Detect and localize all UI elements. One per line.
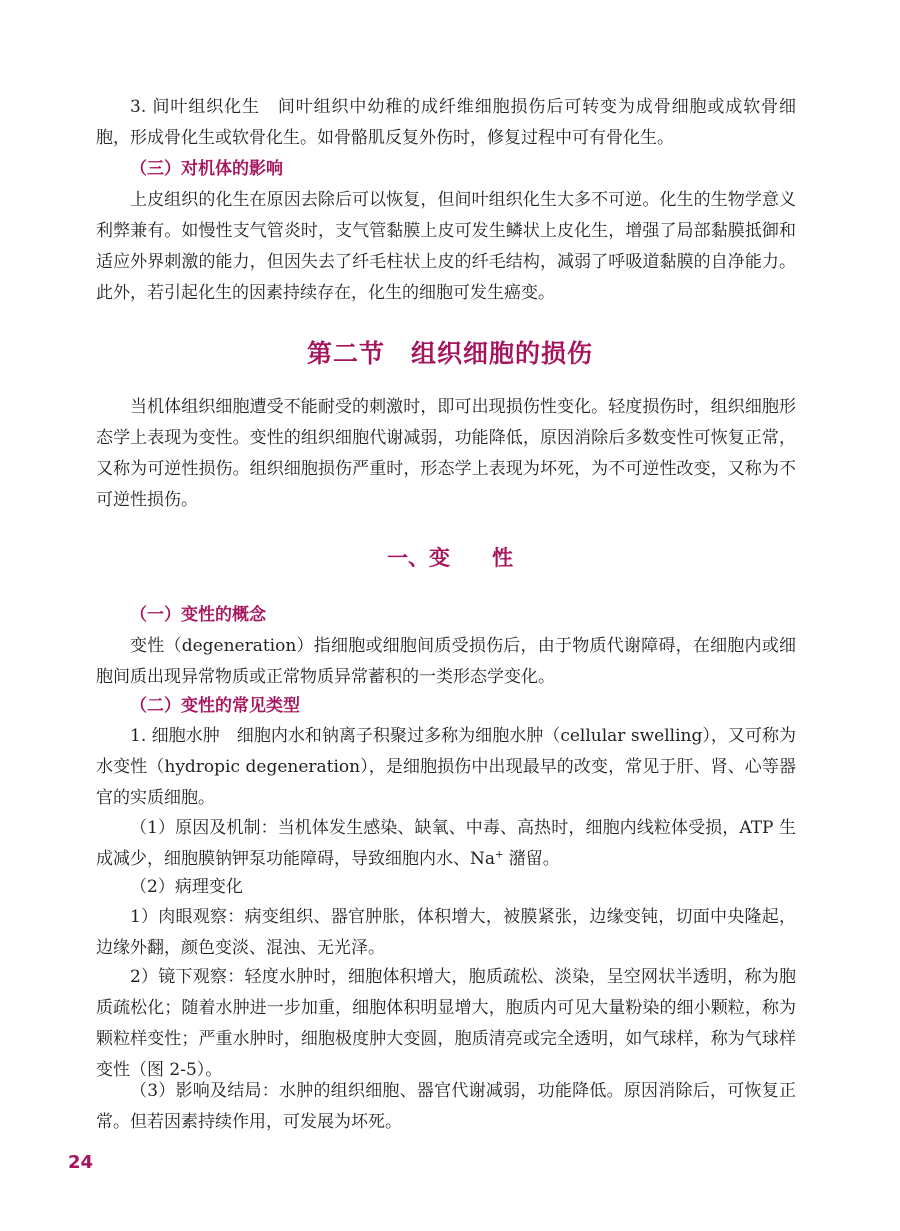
paragraph-gross-observation: 1）肉眼观察：病变组织、器官肿胀，体积增大，被膜紧张，边缘变钝，切面中央隆起，边缘外翻，颜色变淡、混浊、无光泽。 xyxy=(96,907,796,958)
paragraph-pathology-heading: （2）病理变化 xyxy=(130,877,243,897)
paragraph-intro: 当机体组织细胞遭受不能耐受的刺激时，即可出现损伤性变化。轻度损伤时，组织细胞形态学上表现为变性。变性的组织细胞代谢减弱，功能降低，原因消除后多数变性可恢复正常，又称为可逆性损伤。组织细胞损伤严重时，形态学上表现为坏死，为不可逆性改变，又称为不可逆性损伤。 xyxy=(96,397,796,510)
heading-degeneration-concept: （一）变性的概念 xyxy=(130,605,266,625)
sodium-charge-superscript: + xyxy=(495,849,504,861)
paragraph-concept: 变性（degeneration）指细胞或细胞间质受损伤后，由于物质代谢障碍，在细胞内或细胞间质出现异常物质或正常物质异常蓄积的一类形态学变化。 xyxy=(96,636,796,687)
paragraph-microscopic-observation: 2）镜下观察：轻度水肿时，细胞体积增大，胞质疏松、淡染，呈空网状半透明，称为胞质疏松化；随着水肿进一步加重，细胞体积明显增大，胞质内可见大量粉染的细小颗粒，称为颗粒样变性；严重水肿时，细胞极度肿大变圆，胞质清亮或完全透明，如气球样，称为气球样变性（图 2-5）。 xyxy=(96,967,796,1080)
paragraph-cause-mechanism xyxy=(96,813,796,875)
cause-text: （1）原因及机制：当机体发生感染、缺氧、中毒、高热时，细胞内线粒体受损，ATP 生成减少，细胞膜钠钾泵功能障碍，导致细胞内水、Na xyxy=(96,818,796,869)
page-number: 24 xyxy=(68,1152,94,1173)
paragraph-cellular-swelling: 1. 细胞水肿 细胞内水和钠离子积聚过多称为细胞水肿（cellular swelling），又可称为水变性（hydropic degeneration），是细胞损伤中出现最早的改变，常见于肝、肾、心等器官的实质细胞。 xyxy=(96,726,796,808)
heading-impact-on-body: （三）对机体的影响 xyxy=(130,159,283,179)
heading-common-types: （二）变性的常见类型 xyxy=(130,696,300,716)
section-title: 第二节 组织细胞的损伤 xyxy=(306,339,593,368)
subsection-title: 一、变 性 xyxy=(387,546,513,570)
paragraph-impact: 上皮组织的化生在原因去除后可以恢复，但间叶组织化生大多不可逆。化生的生物学意义利弊兼有。如慢性支气管炎时，支气管黏膜上皮可发生鳞状上皮化生，增强了局部黏膜抵御和适应外界刺激的能力，但因失去了纤毛柱状上皮的纤毛结构，减弱了呼吸道黏膜的自净能力。此外，若引起化生的因素持续存在，化生的细胞可发生癌变。 xyxy=(96,190,796,303)
paragraph-outcome: （3）影响及结局：水肿的组织细胞、器官代谢减弱，功能降低。原因消除后，可恢复正常。但若因素持续作用，可发展为坏死。 xyxy=(96,1081,796,1132)
paragraph-mesenchymal-metaplasia: 3. 间叶组织化生 间叶组织中幼稚的成纤维细胞损伤后可转变为成骨细胞或成软骨细胞，形成骨化生或软骨化生。如骨骼肌反复外伤时，修复过程中可有骨化生。 xyxy=(96,97,796,148)
cause-text-end: 潴留。 xyxy=(503,849,560,869)
